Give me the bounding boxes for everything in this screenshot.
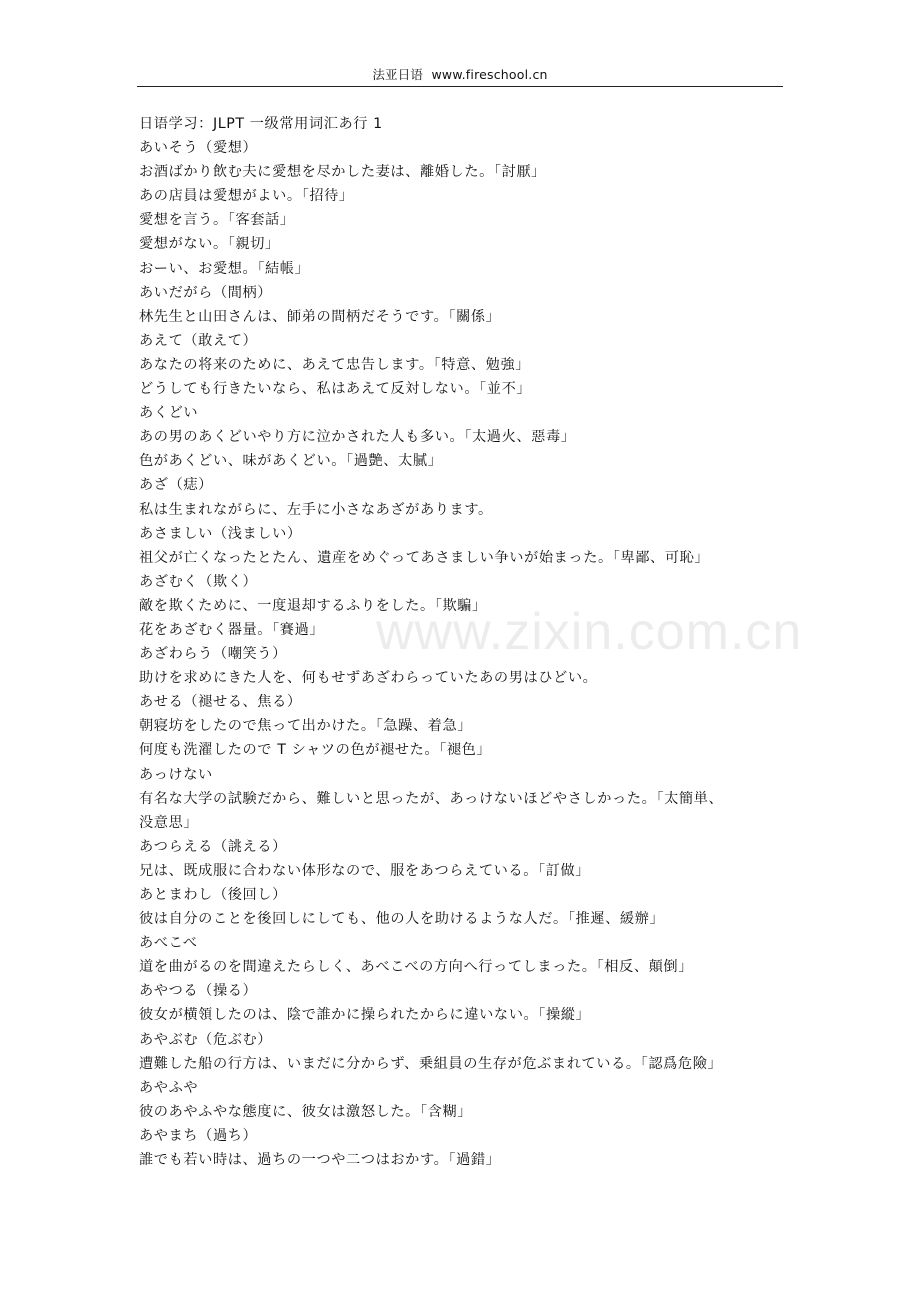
text-line: 何度も洗濯したので T シャツの色が褪せた。「褪色」 <box>139 742 492 759</box>
text-line: あやまち（過ち） <box>139 1127 258 1144</box>
text-line: 道を曲がるのを間違えたらしく、あべこべの方向へ行ってしまった。「相反、顛倒」 <box>139 959 693 976</box>
header-text <box>137 65 783 83</box>
text-line: あいそう（愛想） <box>139 140 258 157</box>
text-line: 有名な大学の試験だから、難しいと思ったが、あっけないほどやさしかった。「太簡単、 <box>139 790 724 807</box>
text-line: あやふや <box>139 1079 199 1096</box>
text-line: 花をあざむく器量。「賽過」 <box>139 621 325 638</box>
site-url: www.fireschool.cn <box>431 67 548 82</box>
text-line: 愛想がない。「親切」 <box>139 236 280 253</box>
text-line: 彼女が横領したのは、陰で誰かに操られたからに違いない。「操縱」 <box>139 1007 591 1024</box>
text-line: 彼のあやふやな態度に、彼女は激怒した。「含糊」 <box>139 1103 473 1120</box>
text-line: あっけない <box>139 766 213 783</box>
text-line: あの男のあくどいやり方に泣かされた人も多い。「太過火、惡毒」 <box>139 429 576 446</box>
text-line: あべこべ <box>139 935 198 952</box>
text-line: 兄は、既成服に合わない体形なので、服をあつらえている。「訂做」 <box>139 862 591 879</box>
text-line: 色があくどい、味があくどい。「過艶、太膩」 <box>139 453 443 470</box>
page-header <box>137 64 783 87</box>
text-line: 愛想を言う。「客套話」 <box>139 212 295 229</box>
text-lines <box>139 136 789 1172</box>
text-line: 彼は自分のことを後回しにしても、他の人を助けるような人だ。「推遲、緩辦」 <box>139 911 665 928</box>
text-line: おーい、お愛想。「結帳」 <box>139 260 310 277</box>
text-line: 助けを求めにきた人を、何もせずあざわらっていたあの男はひどい。 <box>139 670 598 687</box>
text-line: あなたの将来のために、あえて忠告します。「特意、勉強」 <box>139 356 531 373</box>
text-line: 敵を欺くために、一度退却するふりをした。「欺騙」 <box>139 597 487 614</box>
text-line: あさましい（浅ましい） <box>139 525 302 542</box>
text-line: 林先生と山田さんは、師弟の間柄だそうです。「關係」 <box>139 308 501 325</box>
text-line: あざわらう（嘲笑う） <box>139 646 287 663</box>
text-line: どうしても行きたいなら、私はあえて反対しない。「並不」 <box>139 381 532 398</box>
text-line: 誰でも若い時は、過ちの一つや二つはおかす。「過錯」 <box>139 1152 501 1169</box>
text-line: あえて（敢えて） <box>139 332 258 349</box>
text-line: 遭難した船の行方は、いまだに分からず、乗組員の生存が危ぶまれている。「認爲危險」 <box>139 1055 723 1072</box>
text-line: あくどい <box>139 405 199 422</box>
text-line: 私は生まれながらに、左手に小さなあざがあります。 <box>139 501 493 518</box>
text-line: お酒ばかり飲む夫に愛想を尽かした妻は、離婚した。「討厭」 <box>139 164 546 181</box>
text-line: あとまわし（後回し） <box>139 887 287 903</box>
text-line: 朝寝坊をしたので焦って出かけた。「急躁、着急」 <box>139 718 473 735</box>
text-line: あの店員は愛想がよい。「招待」 <box>139 188 354 205</box>
text-line: 祖父が亡くなったとたん、遺産をめぐってあさましい争いが始まった。「卑鄙、可恥」 <box>139 549 710 566</box>
document-body <box>139 112 789 1172</box>
text-line: あやぶむ（危ぶむ） <box>139 1031 273 1048</box>
text-line: あつらえる（誂える） <box>139 838 287 855</box>
text-line: 没意思」 <box>139 814 199 831</box>
text-line: あやつる（操る） <box>139 983 258 1000</box>
text-line: あざ（痣） <box>139 477 213 494</box>
document-title: 日语学习：JLPT 一级常用词汇あ行 1 <box>139 116 383 132</box>
text-line: あざむく（欺く） <box>139 573 258 590</box>
watermark: www.zixin.com.cn <box>376 603 803 661</box>
text-line: あいだがら（間柄） <box>139 284 273 301</box>
text-line: あせる（褪せる、焦る） <box>139 694 302 711</box>
site-name: 法亚日语 <box>372 67 424 82</box>
